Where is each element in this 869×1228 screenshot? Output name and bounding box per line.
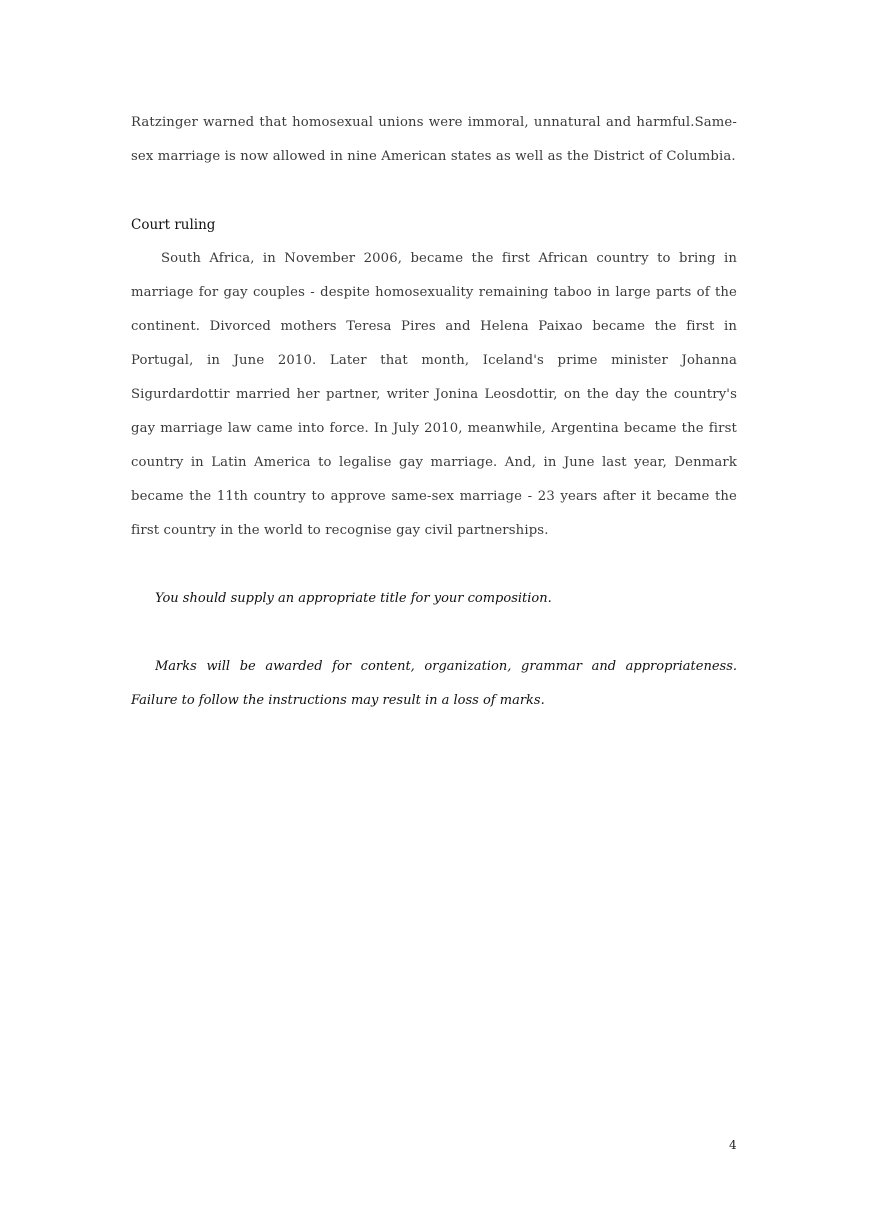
intro-paragraph: Ratzinger warned that homosexual unions were immoral, unnatural and harmful.Same-sex marriage is now allowed in nine American states as well as the District of Columbia. (131, 115, 737, 164)
section-heading: Court ruling (131, 217, 216, 233)
instruction-marks: Marks will be awarded for content, organization, grammar and appropriateness. Failure to follow the instructions may result in a loss of marks. (131, 659, 737, 708)
instruction-title: You should supply an appropriate title for your composition. (155, 591, 552, 606)
document-body (131, 106, 737, 718)
section-paragraph: South Africa, in November 2006, became the first African country to bring in marriage for gay couples - despite homosexuality remaining taboo in large parts of the continent. Divorced mothers Teresa Pires and Helena Paixao became the first in Portugal, in June 2010. Later that month, Iceland's prime minister Johanna Sigurdardottir married her partner, writer Jonina Leosdottir, on the day the country's gay marriage law came into force. In July 2010, meanwhile, Argentina became the first country in Latin America to legalise gay marriage. And, in June last year, Denmark became the 11th country to approve same-sex marriage - 23 years after it became the first country in the world to recognise gay civil partnerships. (131, 251, 737, 538)
page-number: 4 (729, 1138, 737, 1152)
